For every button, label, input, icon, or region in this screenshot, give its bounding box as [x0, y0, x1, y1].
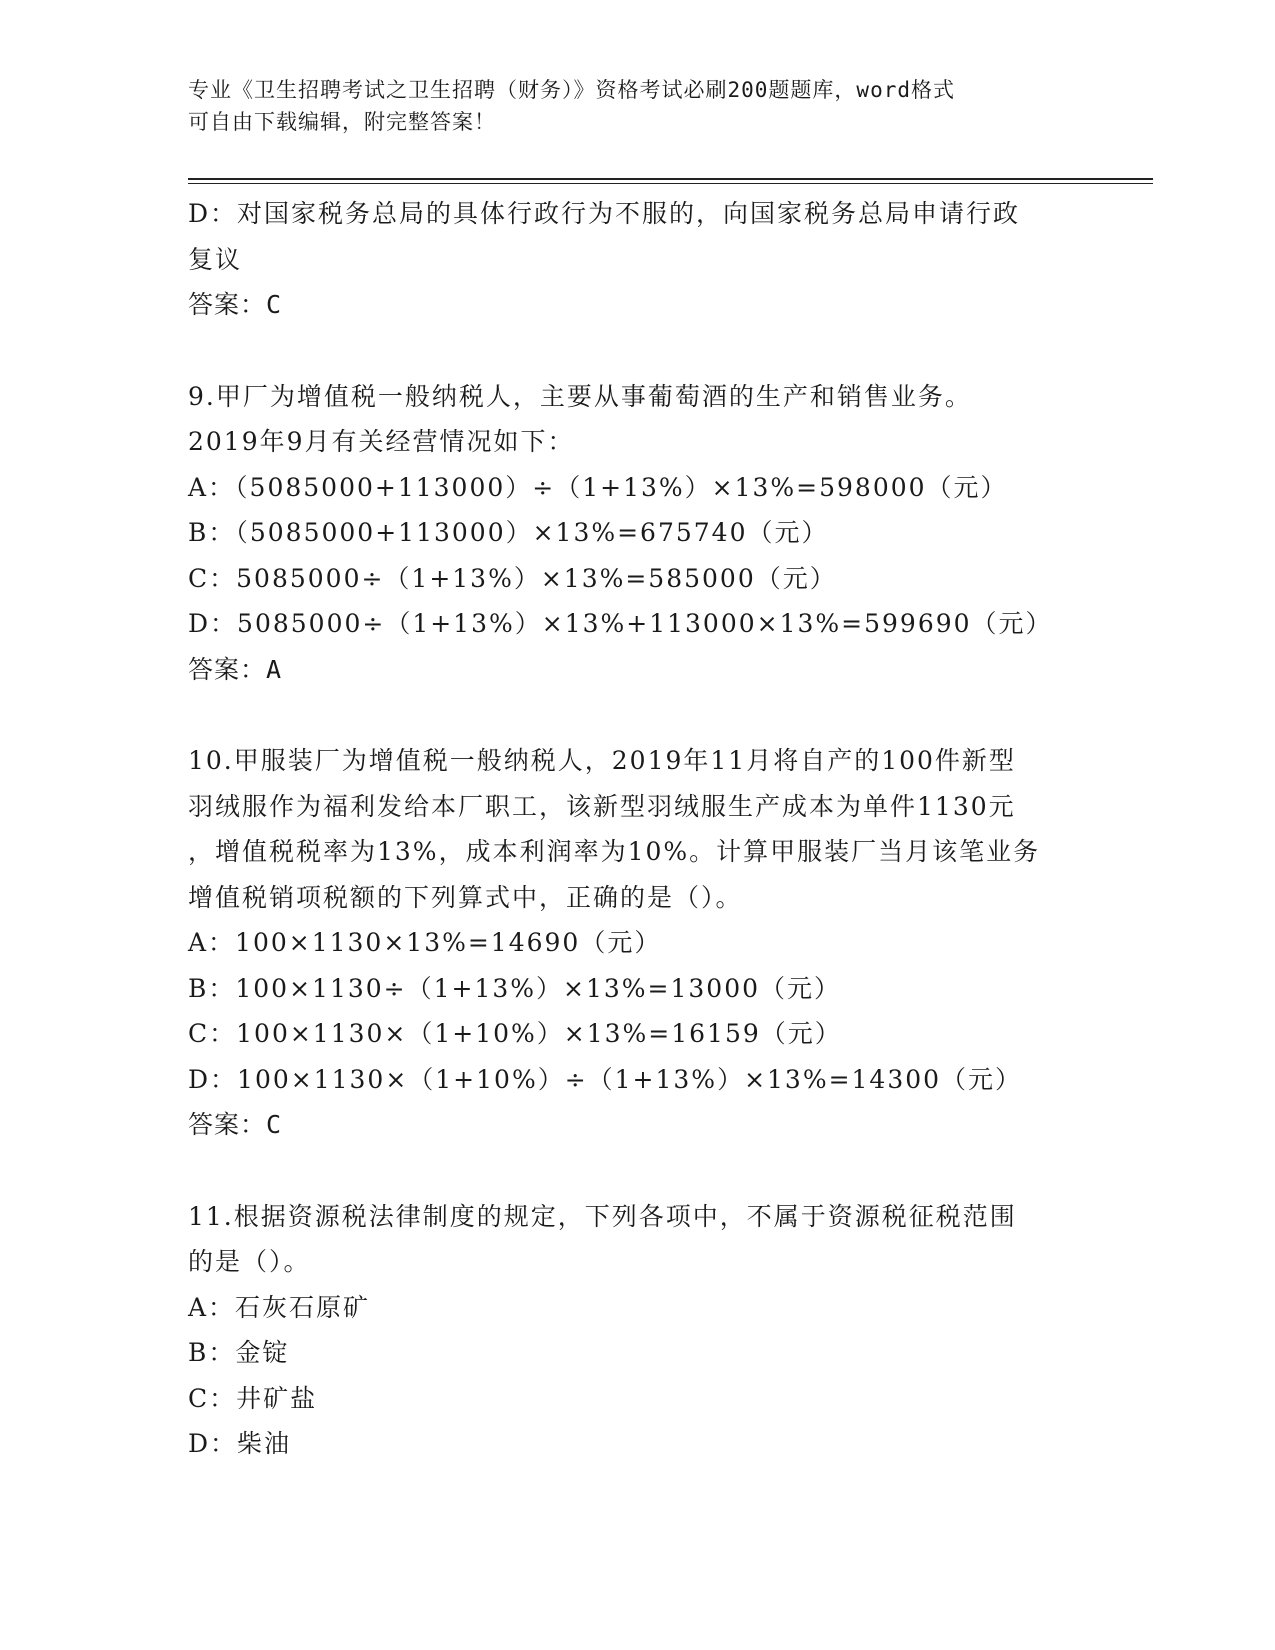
answer-label: 答案：A	[188, 654, 283, 684]
option-c: C：井矿盐	[188, 1383, 318, 1413]
header-title-line-2: 可自由下载编辑，附完整答案！	[188, 110, 496, 134]
question-stem-line-2: 的是（）。	[188, 1247, 311, 1276]
option-a: A：（5085000+113000）÷（1+13%）×13%=598000（元）	[188, 472, 1008, 502]
spacer	[188, 1148, 1088, 1194]
question-content	[188, 191, 1088, 1467]
question-9	[188, 374, 1088, 693]
header-title-line-1: 专业《卫生招聘考试之卫生招聘（财务）》资格考试必刷200题题库，word格式	[188, 78, 955, 102]
question-stem-line-1: 10.甲服装厂为增值税一般纳税人，2019年11月将自产的100件新型	[188, 746, 1016, 775]
answer-label: 答案：C	[188, 290, 283, 319]
header-rule-thin	[188, 183, 1153, 184]
spacer	[188, 328, 1088, 374]
option-d-line-2: 复议	[188, 244, 243, 274]
option-b: B：金锭	[188, 1338, 290, 1367]
header-rule-thick	[188, 178, 1153, 180]
option-c: C：5085000÷（1+13%）×13%=585000（元）	[188, 563, 837, 593]
option-b: B：（5085000+113000）×13%=675740（元）	[188, 518, 829, 547]
option-d: D：100×1130×（1+10%）÷（1+13%）×13%=14300（元）	[188, 1064, 1023, 1094]
option-b: B：100×1130÷（1+13%）×13%=13000（元）	[188, 973, 842, 1003]
option-d-line-1: D：对国家税务总局的具体行政行为不服的，向国家税务总局申请行政	[188, 199, 1021, 228]
question-stem-line-1: 11.根据资源税法律制度的规定，下列各项中，不属于资源税征税范围	[188, 1201, 1017, 1231]
question-stem-line-3: ，增值税税率为13%，成本利润率为10%。计算甲服装厂当月该笔业务	[188, 837, 1041, 866]
question-stem-line-2: 羽绒服作为福利发给本厂职工，该新型羽绒服生产成本为单件1130元	[188, 791, 1016, 821]
spacer	[188, 692, 1088, 738]
question-11	[188, 1194, 1088, 1467]
question-stem-line-2: 2019年9月有关经营情况如下：	[188, 427, 575, 456]
option-c: C：100×1130×（1+10%）×13%=16159（元）	[188, 1019, 842, 1048]
option-d: D：柴油	[188, 1429, 292, 1458]
answer-label: 答案：C	[188, 1110, 283, 1139]
question-stem-line-4: 增值税销项税额的下列算式中，正确的是（）。	[188, 882, 743, 912]
document-header	[188, 74, 1088, 138]
question-8-tail	[188, 191, 1088, 328]
option-d: D：5085000÷（1+13%）×13%+113000×13%=599690（元）	[188, 609, 1053, 638]
question-10	[188, 738, 1088, 1148]
question-stem-line-1: 9.甲厂为增值税一般纳税人，主要从事葡萄酒的生产和销售业务。	[188, 381, 972, 411]
option-a: A：100×1130×13%=14690（元）	[188, 928, 662, 957]
option-a: A：石灰石原矿	[188, 1292, 371, 1322]
